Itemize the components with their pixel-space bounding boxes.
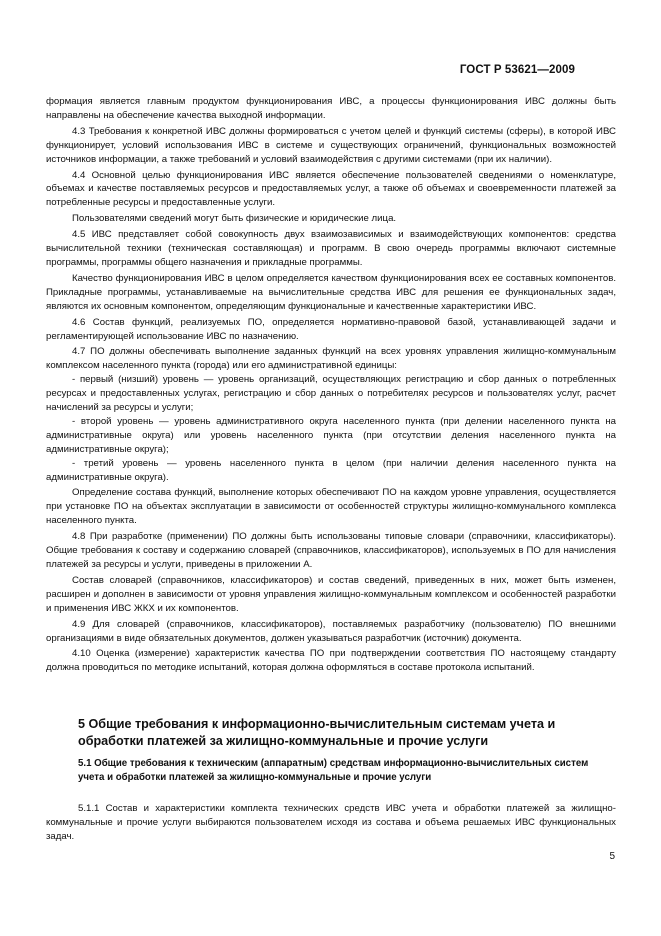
paragraph: Определение состава функций, выполнение которых обеспечивают ПО на каждом уровне управления, осуществляется при установке ПО на объектах эксплуатации в зависимости от особенностей структуры жилищно-коммунального комплекса населенного пункта.: [46, 487, 616, 527]
paragraph: 4.9 Для словарей (справочников, классификаторов), поставляемых разработчику (пользователю) ПО внешними организациями в виде обязательных документов, должен указываться разработчик (источник) документа.: [46, 618, 616, 644]
paragraph: 4.7 ПО должны обеспечивать выполнение заданных функций на всех уровнях управления жилищно-коммунальным комплексом населенного пункта (города) или его административной единицы:: [46, 346, 616, 372]
body-text: [46, 95, 616, 675]
paragraph: Состав словарей (справочников, классификаторов) и состав сведений, приведенных в них, может быть изменен, расширен и дополнен в зависимости от уровня управления жилищно-коммунальным комплексом и особенностей разработки и применения ИВС ЖКХ и их компонентов.: [46, 574, 616, 614]
paragraph: 4.6 Состав функций, реализуемых ПО, определяется нормативно-правовой базой, устанавливающей задачи и регламентирующей использование ИВС по назначению.: [46, 316, 616, 342]
paragraph: 4.5 ИВС представляет собой совокупность двух взаимозависимых и взаимодействующих компонентов: средства вычислительной техники (техническая составляющая) и программ. В свою очередь программы включают системные программы, программы общего назначения и прикладные программы.: [46, 229, 616, 268]
paragraph: 4.8 При разработке (применении) ПО должны быть использованы типовые словари (справочники, классификаторы). Общие требования к составу и содержанию словарей (справочников, классификаторов), используемых в ПО для начисления платежей за ресурсы и услуги, приведены в приложении А.: [46, 531, 616, 570]
list-item: - первый (низший) уровень — уровень организаций, осуществляющих регистрацию и сбор данных о потребленных ресурсах и предоставленных услугах, регистрацию и сбор данных о потребителях ресурсов и пользователях услуг, расчет начислений за ресурсы и услуги;: [46, 374, 616, 414]
section-heading: 5 Общие требования к информационно-вычислительным системам учета и обработки платежей за жилищно-коммунальные и прочие услуги: [78, 717, 556, 748]
paragraph: Качество функционирования ИВС в целом определяется качеством функционирования всех ее составных компонентов. Прикладные программы, устанавливаемые на вычислительные средства ИВС для решения ее функциональных задач, являются их основным компонентом, определяющим функциональные и качественные характеристики ИВС.: [46, 272, 616, 312]
list-item: - третий уровень — уровень населенного пункта в целом (при наличии деления населенного пункта на административные округа).: [46, 457, 616, 483]
list-item: - второй уровень — уровень административного округа населенного пункта (при делении населенного пункта на административные округа) или уровень населенного пункта (при отсутствии деления населенного пункта на административные округа);: [46, 415, 616, 455]
paragraph: Пользователями сведений могут быть физические и юридические лица.: [72, 213, 397, 225]
section-body: [46, 802, 616, 844]
paragraph: 4.10 Оценка (измерение) характеристик качества ПО при подтверждении соответствия ПО настоящему стандарту должна проводиться по методике испытаний, которая должна оформляться в составе протокола испытаний.: [46, 648, 616, 674]
document-code: ГОСТ Р 53621—2009: [459, 64, 575, 76]
paragraph: 5.1.1 Состав и характеристики комплекта технических средств ИВС учета и обработки платежей за жилищно-коммунальные и прочие услуги выбираются пользователем исходя из состава и объема решаемых ИВС функциональных задач.: [46, 803, 616, 842]
page-number: 5: [609, 851, 615, 862]
paragraph: 4.3 Требования к конкретной ИВС должны формироваться с учетом целей и функций системы (сферы), в которой ИВС функционирует, условий использования ИВС в системе и существующих ограничений, функциональных возможностей источников информации, а также требований и условий взаимодействия с другими системами (при их наличии).: [46, 125, 616, 165]
paragraph: 4.4 Основной целью функционирования ИВС является обеспечение пользователей сведениями о номенклатуре, объемах и качестве поставляемых ресурсов и предоставляемых услуг, а также об объемах и своевременности платежей за потребленные ресурсы и предоставленные услуги.: [46, 169, 616, 209]
paragraph: формация является главным продуктом функционирования ИВС, а процессы функционирования ИВС должны быть направлены на обеспечение качества выходной информации.: [46, 96, 616, 121]
subsection-heading: 5.1 Общие требования к техническим (аппаратным) средствам информационно-вычислительных систем учета и обработки платежей за жилищно-коммунальные и прочие услуги: [78, 758, 589, 783]
